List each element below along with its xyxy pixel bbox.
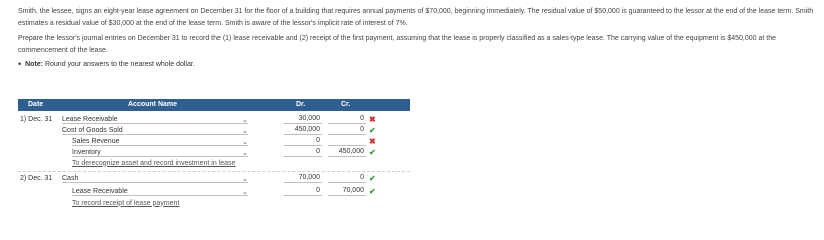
date-cell: 1) Dec. 31 (20, 115, 53, 123)
header-dr: Dr. (296, 101, 306, 108)
x-mark-icon: ✖ (369, 115, 376, 124)
account-value: Cash (62, 174, 79, 182)
credit-input[interactable]: 0 (328, 126, 366, 135)
debit-input[interactable]: 0 (284, 137, 322, 146)
debit-input[interactable]: 0 (284, 187, 322, 196)
account-select[interactable] (62, 116, 248, 124)
memo-input[interactable]: To derecognize asset and record investment in lease (72, 159, 236, 167)
table-row (18, 114, 410, 125)
chevron-down-icon: ⌄ (242, 127, 248, 135)
table-row (18, 186, 410, 197)
debit-input[interactable]: 450,000 (284, 126, 322, 135)
chevron-down-icon: ⌄ (242, 188, 248, 196)
account-select[interactable] (62, 127, 248, 135)
credit-input[interactable] (328, 137, 366, 146)
checkmark-icon: ✔ (369, 187, 376, 196)
chevron-down-icon: ⌄ (242, 175, 248, 183)
table-row (18, 136, 410, 147)
header-date: Date (28, 101, 44, 108)
credit-input[interactable]: 450,000 (328, 148, 366, 157)
checkmark-icon: ✔ (369, 126, 376, 135)
table-row (18, 147, 410, 158)
note-bullet: • (18, 59, 22, 69)
header-account-name: Account Name (128, 101, 178, 108)
memo-input[interactable]: To record receipt of lease payment (72, 199, 180, 207)
journal-entry-table (18, 99, 410, 216)
debit-input[interactable]: 30,000 (284, 115, 322, 124)
credit-input[interactable]: 0 (328, 174, 366, 183)
table-header (18, 99, 410, 111)
checkmark-icon: ✔ (369, 174, 376, 183)
table-row (18, 158, 410, 169)
debit-input[interactable]: 70,000 (284, 174, 322, 183)
note (18, 59, 818, 71)
account-select[interactable] (72, 149, 248, 157)
chevron-down-icon: ⌄ (242, 149, 248, 157)
problem-paragraph-2: Prepare the lessor's journal entries on December 31 to record the (1) lease receivable and (2) receipt of the first payment, assuming that the lease is properly classified as a sales-type lease. The carrying value of the equipment is $450,000 at the commencement of the lease. (18, 35, 777, 54)
table-row (18, 173, 410, 184)
table-row (18, 125, 410, 136)
account-value: Sales Revenue (72, 137, 120, 145)
checkmark-icon: ✔ (369, 148, 376, 157)
account-value: Cost of Goods Sold (62, 126, 123, 134)
account-select[interactable] (72, 188, 248, 196)
debit-input[interactable]: 0 (284, 148, 322, 157)
account-value: Inventory (72, 148, 101, 156)
chevron-down-icon: ⌄ (242, 138, 248, 146)
account-select[interactable] (72, 138, 248, 146)
credit-input[interactable]: 0 (328, 115, 366, 124)
credit-input[interactable]: 70,000 (328, 187, 366, 196)
chevron-down-icon: ⌄ (242, 116, 248, 124)
date-cell: 2) Dec. 31 (20, 174, 53, 182)
table-row (18, 198, 410, 209)
account-select[interactable] (62, 175, 248, 183)
header-cr: Cr. (341, 101, 351, 108)
problem-paragraph-1: Smith, the lessee, signs an eight-year lease agreement on December 31 for the floor of a building that requires annual payments of $70,000, beginning immediately. The residual value of $50,000 is guaranteed to the lessor at the end of the lease term. Smith estimates a residual value of $30,000 at the end of the lease term. Smith is aware of the lessor's implicit rate of interest of 7%. (18, 8, 814, 27)
account-value: Lease Receivable (62, 115, 118, 123)
note-text: Round your answers to the nearest whole dollar. (44, 61, 195, 68)
note-label: Note: (25, 61, 43, 68)
account-value: Lease Receivable (72, 187, 128, 195)
entry-divider (18, 171, 410, 172)
x-mark-icon: ✖ (369, 137, 376, 146)
problem-statement (18, 6, 818, 71)
